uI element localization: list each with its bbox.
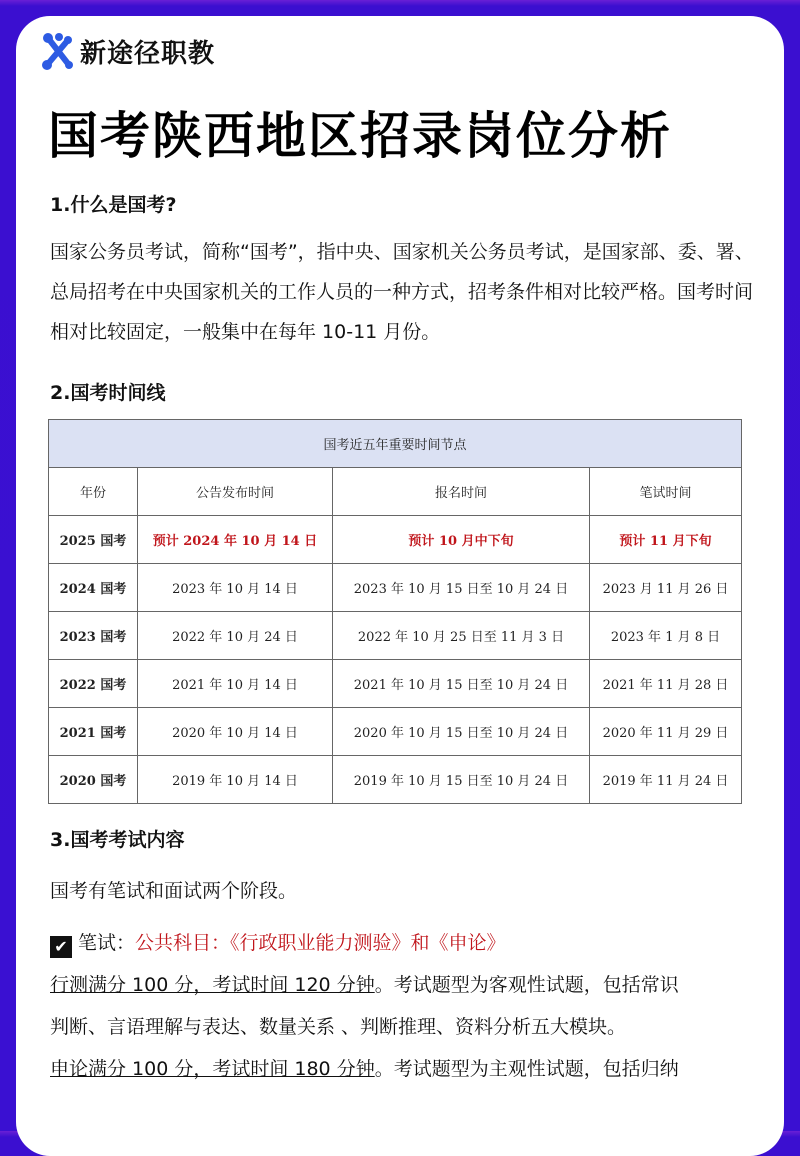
announce-cell: 2022 年 10 月 24 日 (138, 612, 333, 660)
signup-cell: 2023 年 10 月 15 日至 10 月 24 日 (333, 564, 590, 612)
signup-cell: 2019 年 10 月 15 日至 10 月 24 日 (333, 756, 590, 804)
exam-cell: 2021 年 11 月 28 日 (590, 660, 742, 708)
exam-cell: 2023 月 11 月 26 日 (590, 564, 742, 612)
table-row (49, 612, 742, 660)
announce-cell: 2019 年 10 月 14 日 (138, 756, 333, 804)
written-exam-line (50, 928, 506, 958)
announce-cell: 2023 年 10 月 14 日 (138, 564, 333, 612)
shenlun-underlined: 申论满分 100 分，考试时间 180 分钟 (50, 1058, 375, 1080)
exam-cell: 2019 年 11 月 24 日 (590, 756, 742, 804)
checkbox-icon: ✔ (50, 936, 72, 958)
brand-name: 新途径职教 (80, 38, 216, 69)
xingce-line (50, 970, 679, 997)
timeline-table (48, 419, 742, 804)
year-cell: 2025 国考 (49, 516, 138, 564)
brand-logo (42, 32, 215, 70)
shenlun-rest: 。考试题型为主观性试题，包括归纳 (374, 1058, 679, 1080)
table-row (49, 564, 742, 612)
exam-cell: 预计 11 月下旬 (590, 516, 742, 564)
signup-cell: 预计 10 月中下旬 (333, 516, 590, 564)
year-cell: 2024 国考 (49, 564, 138, 612)
xingce-underlined: 行测满分 100 分，考试时间 120 分钟 (50, 974, 375, 996)
exam-cell: 2023 年 1 月 8 日 (590, 612, 742, 660)
announce-cell: 2020 年 10 月 14 日 (138, 708, 333, 756)
section-heading-1: 1.什么是国考? (50, 194, 177, 216)
brand-x-icon (42, 32, 74, 70)
xingce-line-2: 判断、言语理解与表达、数量关系 、判断推理、资料分析五大模块。 (50, 1016, 627, 1038)
table-row (49, 660, 742, 708)
table-row (49, 708, 742, 756)
announce-cell: 预计 2024 年 10 月 14 日 (138, 516, 333, 564)
table-caption: 国考近五年重要时间节点 (49, 420, 742, 468)
xingce-rest: 。考试题型为客观性试题，包括常识 (374, 974, 679, 996)
subjects-text: 公共科目：《行政职业能力测验》和《申论》 (135, 932, 506, 954)
section-heading-2: 2.国考时间线 (50, 382, 166, 404)
signup-cell: 2022 年 10 月 25 日至 11 月 3 日 (333, 612, 590, 660)
exam-cell: 2020 年 11 月 29 日 (590, 708, 742, 756)
shenlun-line (50, 1054, 679, 1081)
signup-cell: 2020 年 10 月 15 日至 10 月 24 日 (333, 708, 590, 756)
section-body-1: 国家公务员考试，简称“国考”，指中央、国家机关公务员考试，是国家部、委、署、总局招考在中央国家机关的工作人员的一种方式，招考条件相对比较严格。国考时间相对比较固定，一般集中在每年 10-11 月份。 (50, 241, 754, 343)
header-cell: 报名时间 (333, 468, 590, 516)
year-cell: 2022 国考 (49, 660, 138, 708)
year-cell: 2023 国考 (49, 612, 138, 660)
table-row (49, 756, 742, 804)
section-body-3: 国考有笔试和面试两个阶段。 (50, 880, 298, 902)
header-cell: 笔试时间 (590, 468, 742, 516)
header-cell: 公告发布时间 (138, 468, 333, 516)
section-heading-3: 3.国考考试内容 (50, 829, 185, 851)
announce-cell: 2021 年 10 月 14 日 (138, 660, 333, 708)
table-header-row (49, 468, 742, 516)
signup-cell: 2021 年 10 月 15 日至 10 月 24 日 (333, 660, 590, 708)
page-title: 国考陕西地区招录岗位分析 (48, 107, 672, 165)
year-cell: 2020 国考 (49, 756, 138, 804)
table-row (49, 516, 742, 564)
written-label: 笔试： (78, 932, 136, 954)
header-cell: 年份 (49, 468, 138, 516)
year-cell: 2021 国考 (49, 708, 138, 756)
